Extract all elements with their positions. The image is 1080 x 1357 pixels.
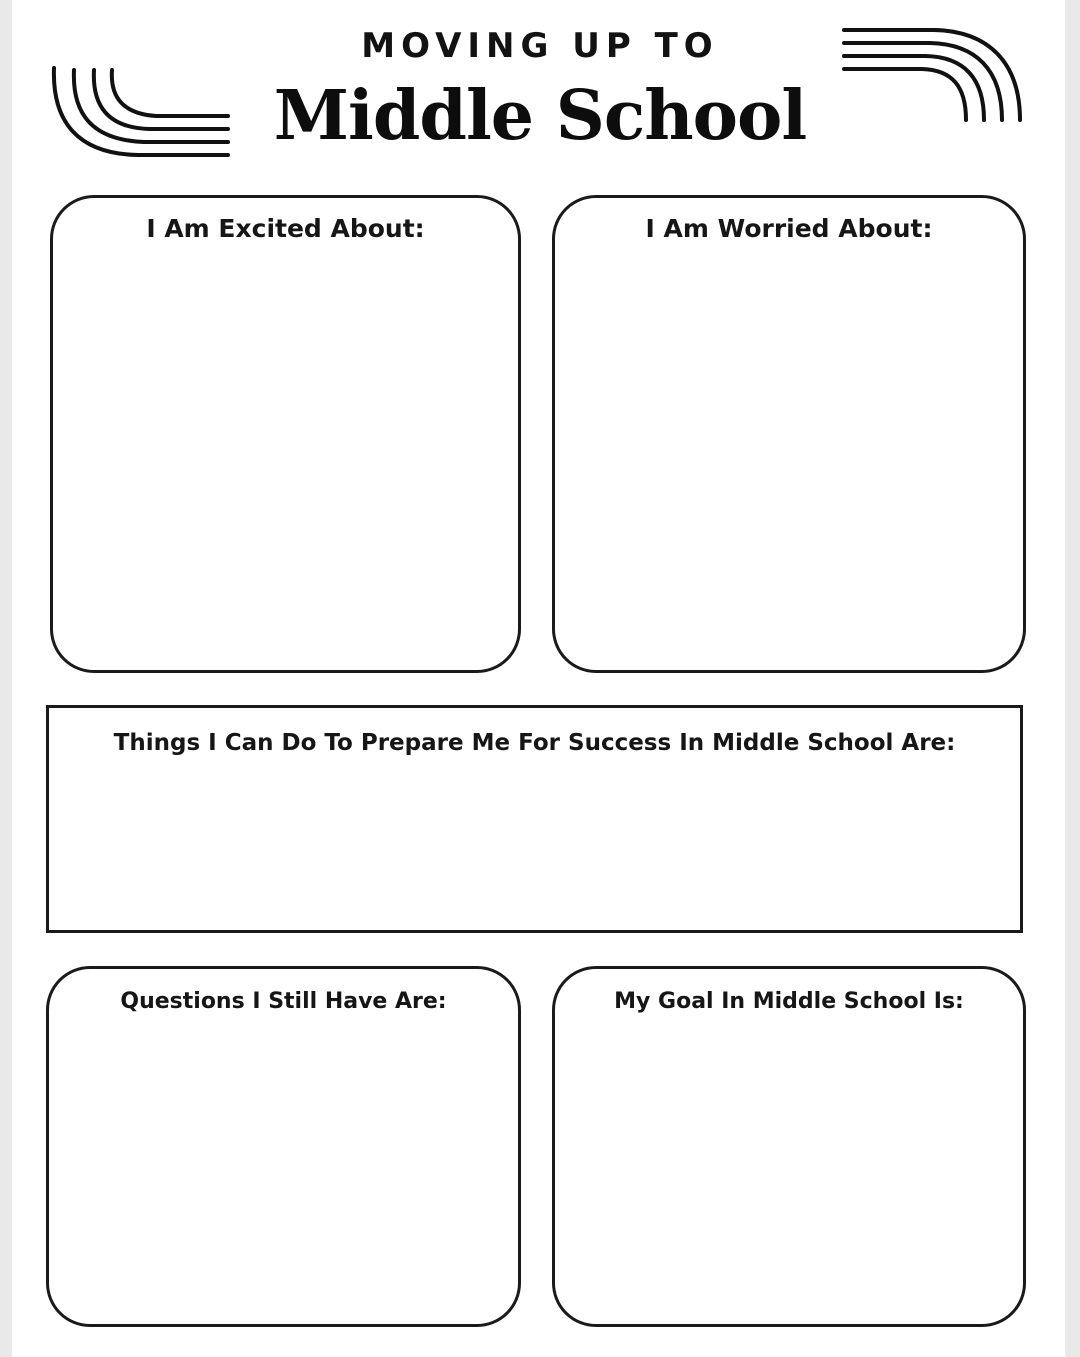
prepare-for-success-box[interactable] [46,705,1023,933]
goal-label: My Goal In Middle School Is: [614,989,964,1014]
goal-box[interactable] [552,966,1026,1327]
header-kicker: MOVING UP TO [361,26,719,66]
worried-about-box[interactable] [552,195,1026,673]
questions-box[interactable] [46,966,521,1327]
worried-about-label: I Am Worried About: [645,214,933,243]
excited-about-box[interactable] [50,195,521,673]
questions-label: Questions I Still Have Are: [120,989,447,1014]
excited-about-label: I Am Excited About: [146,214,425,243]
page-title: Middle School [273,76,807,156]
prepare-for-success-label: Things I Can Do To Prepare Me For Success In Middle School Are: [113,730,956,756]
